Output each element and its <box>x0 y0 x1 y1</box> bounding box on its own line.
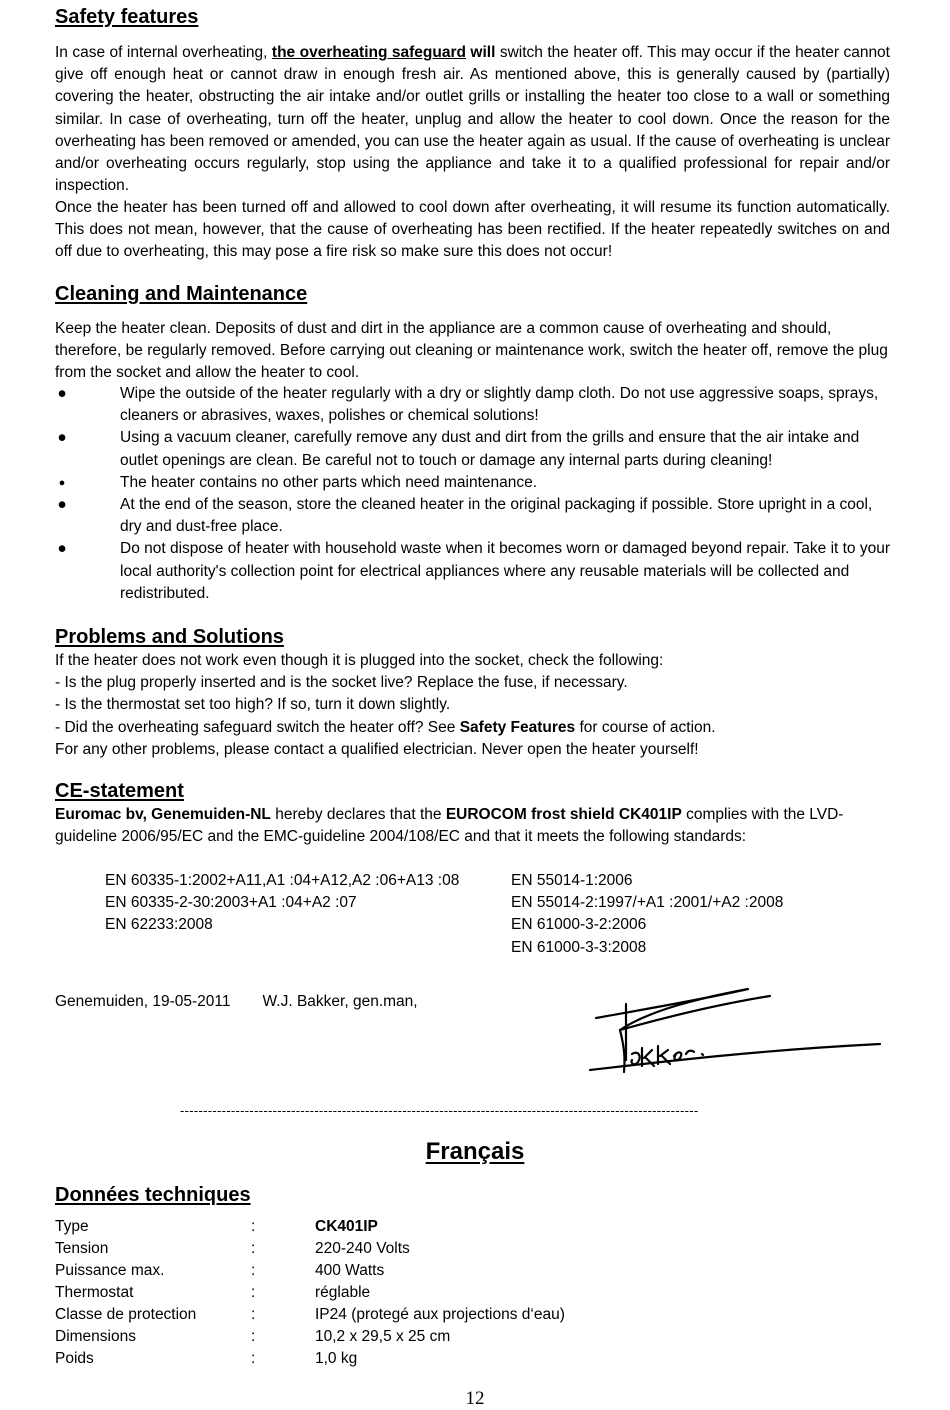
language-heading <box>0 1138 950 1166</box>
handwritten-signature <box>580 980 890 1080</box>
tech-label: Tension <box>55 1240 109 1257</box>
safety-features-reference: Safety Features <box>459 718 576 736</box>
bullet-dot: ● <box>57 385 67 402</box>
bullet-text: Using a vacuum cleaner, carefully remove any dust and dirt from the grills and ensure that the air intake and outlet openings are clean. Be careful not to touch or damage any internal parts during cleaning! <box>120 429 860 469</box>
bullet-text: Do not dispose of heater with household waste when it becomes worn or damaged beyond repair. Take it to your local authority's collection point for electrical appliances where any reusable materials will be collected and redistributed. <box>120 540 891 602</box>
cleaning-bullet <box>55 383 895 427</box>
bullet-dot: ● <box>57 540 67 558</box>
safety-p1-safeguard: the overheating safeguard <box>271 44 466 61</box>
cleaning-bullet <box>55 427 895 471</box>
standard-item: EN 60335-2-30:2003+A1 :04+A2 :07 <box>105 894 357 912</box>
tech-value: 10,2 x 29,5 x 25 cm <box>315 1328 451 1345</box>
tech-colon: : <box>251 1240 256 1257</box>
signatory-name: W.J. Bakker, gen.man, <box>262 993 418 1010</box>
cleaning-bullet-list <box>55 383 895 605</box>
standard-item: EN 60335-1:2002+A11,A1 :04+A12,A2 :06+A13 :08 <box>105 872 460 889</box>
cleaning-intro: Keep the heater clean. Deposits of dust and dirt in the appliance are a common cause of overheating and should, therefore, be regularly removed. Before carrying out cleaning or maintenance work, switch the heater off, remove the plug from the socket and allow the heater to cool. <box>55 320 888 382</box>
tech-colon: : <box>251 1306 256 1323</box>
tech-value: 400 Watts <box>315 1262 385 1279</box>
ce-product: EUROCOM frost shield CK401IP <box>445 806 682 823</box>
safety-paragraph-1 <box>55 42 890 197</box>
cleaning-heading: Cleaning and Maintenance <box>55 283 308 305</box>
tech-heading: Données techniques <box>55 1184 251 1206</box>
tech-specs-table <box>55 1218 565 1372</box>
tech-colon: : <box>251 1328 256 1345</box>
problems-body <box>55 650 890 761</box>
bullet-text: Wipe the outside of the heater regularly with a dry or slightly damp cloth. Do not use aggressive soaps, sprays, cleaners or abrasives, waxes, polishes or chemical solutions! <box>120 385 879 425</box>
standard-item: EN 55014-2:1997/+A1 :2001/+A2 :2008 <box>511 894 784 912</box>
problems-line-start: - Did the overheating safeguard switch the heater off? See <box>55 718 460 736</box>
problems-line: For any other problems, please contact a qualified electrician. Never open the heater yourself! <box>55 740 699 758</box>
tech-value: CK401IP <box>315 1218 378 1235</box>
tech-label: Puissance max. <box>55 1262 165 1279</box>
language-heading-text: Français <box>425 1138 525 1165</box>
section-separator: ---------------------------------------------------------------------------------------------------------------- <box>180 1103 699 1118</box>
signature-line <box>55 993 418 1011</box>
standards-right-column <box>511 870 783 959</box>
problems-line: If the heater does not work even though it is plugged into the socket, check the following: <box>55 652 664 669</box>
tech-row <box>55 1240 565 1262</box>
tech-value: 220-240 Volts <box>315 1240 410 1257</box>
safety-heading: Safety features <box>55 6 199 28</box>
cleaning-bullet <box>55 494 895 538</box>
tech-row <box>55 1328 565 1350</box>
problems-heading: Problems and Solutions <box>55 626 284 648</box>
cleaning-bullet <box>55 538 895 605</box>
place-date: Genemuiden, 19-05-2011 <box>55 993 231 1010</box>
standard-item: EN 61000-3-2:2006 <box>511 916 647 934</box>
bullet-text: The heater contains no other parts which need maintenance. <box>120 473 538 491</box>
standard-item: EN 62233:2008 <box>105 916 213 934</box>
tech-colon: : <box>251 1350 256 1367</box>
problems-line-end: for course of action. <box>575 718 716 736</box>
standard-item: EN 61000-3-3:2008 <box>511 938 647 956</box>
safety-p1-will: will <box>465 44 496 61</box>
ce-declaration <box>55 804 890 848</box>
tech-value: IP24 (protegé aux projections d‘eau) <box>315 1306 565 1323</box>
tech-label: Poids <box>55 1350 94 1367</box>
problems-line: - Is the plug properly inserted and is the socket live? Replace the fuse, if necessary. <box>55 674 628 692</box>
standard-item: EN 55014-1:2006 <box>511 872 633 889</box>
tech-label: Classe de protection <box>55 1306 197 1323</box>
safety-p1-rest: switch the heater off. This may occur if the heater cannot give off enough heat or cannot draw in enough fresh air. As mentioned above, this is generally caused by (partially) covering the heater, obstructing the air intake and/or outlet grills or installing the heater too close to a wall or something similar. In case of overheating, turn off the heater, unplug and allow the heater to cool down. Once the reason for the overheating has been removed or amended, you can use the heater again as usual. If the cause of overheating is unclear and/or overheating occurs regularly, stop using the appliance and take it to a qualified professional for repair and/or inspection. <box>55 44 890 195</box>
ce-text-1: hereby declares that the <box>270 806 446 823</box>
safety-p1-start: In case of internal overheating, <box>55 44 272 61</box>
bullet-dot: ● <box>58 476 66 489</box>
tech-row <box>55 1284 565 1306</box>
tech-colon: : <box>251 1284 256 1301</box>
tech-colon: : <box>251 1218 256 1235</box>
page-number: 12 <box>465 1388 485 1409</box>
tech-row <box>55 1262 565 1284</box>
ce-text-2: complies with the LVD-guideline 2006/95/EC and the EMC-guideline 2004/108/EC and that it meets the following standards: <box>55 806 844 846</box>
bullet-text: At the end of the season, store the cleaned heater in the original packaging if possible. Store upright in a cool, dry and dust-free place. <box>120 496 873 536</box>
tech-row <box>55 1306 565 1328</box>
ce-heading: CE-statement <box>55 780 184 802</box>
tech-colon: : <box>251 1262 256 1279</box>
tech-value: réglable <box>315 1284 371 1301</box>
cleaning-bullet <box>55 472 895 494</box>
tech-label: Thermostat <box>55 1284 134 1301</box>
tech-row <box>55 1218 565 1240</box>
ce-company: Euromac bv, Genemuiden-NL <box>55 806 271 823</box>
problems-line: - Is the thermostat set too high? If so, turn it down slightly. <box>55 696 451 714</box>
bullet-dot: ● <box>57 496 67 514</box>
bullet-dot: ● <box>57 429 67 447</box>
tech-value: 1,0 kg <box>315 1350 358 1367</box>
problems-line <box>55 717 890 739</box>
safety-paragraph-2: Once the heater has been turned off and allowed to cool down after overheating, it will resume its function automatically. This does not mean, however, that the cause of overheating has been rectified. If the heater repeatedly switches on and off due to overheating, this may pose a fire risk so make sure this does not occur! <box>55 199 890 261</box>
tech-label: Type <box>55 1218 89 1235</box>
tech-label: Dimensions <box>55 1328 136 1345</box>
standards-left-column <box>105 870 459 937</box>
tech-row <box>55 1350 565 1372</box>
